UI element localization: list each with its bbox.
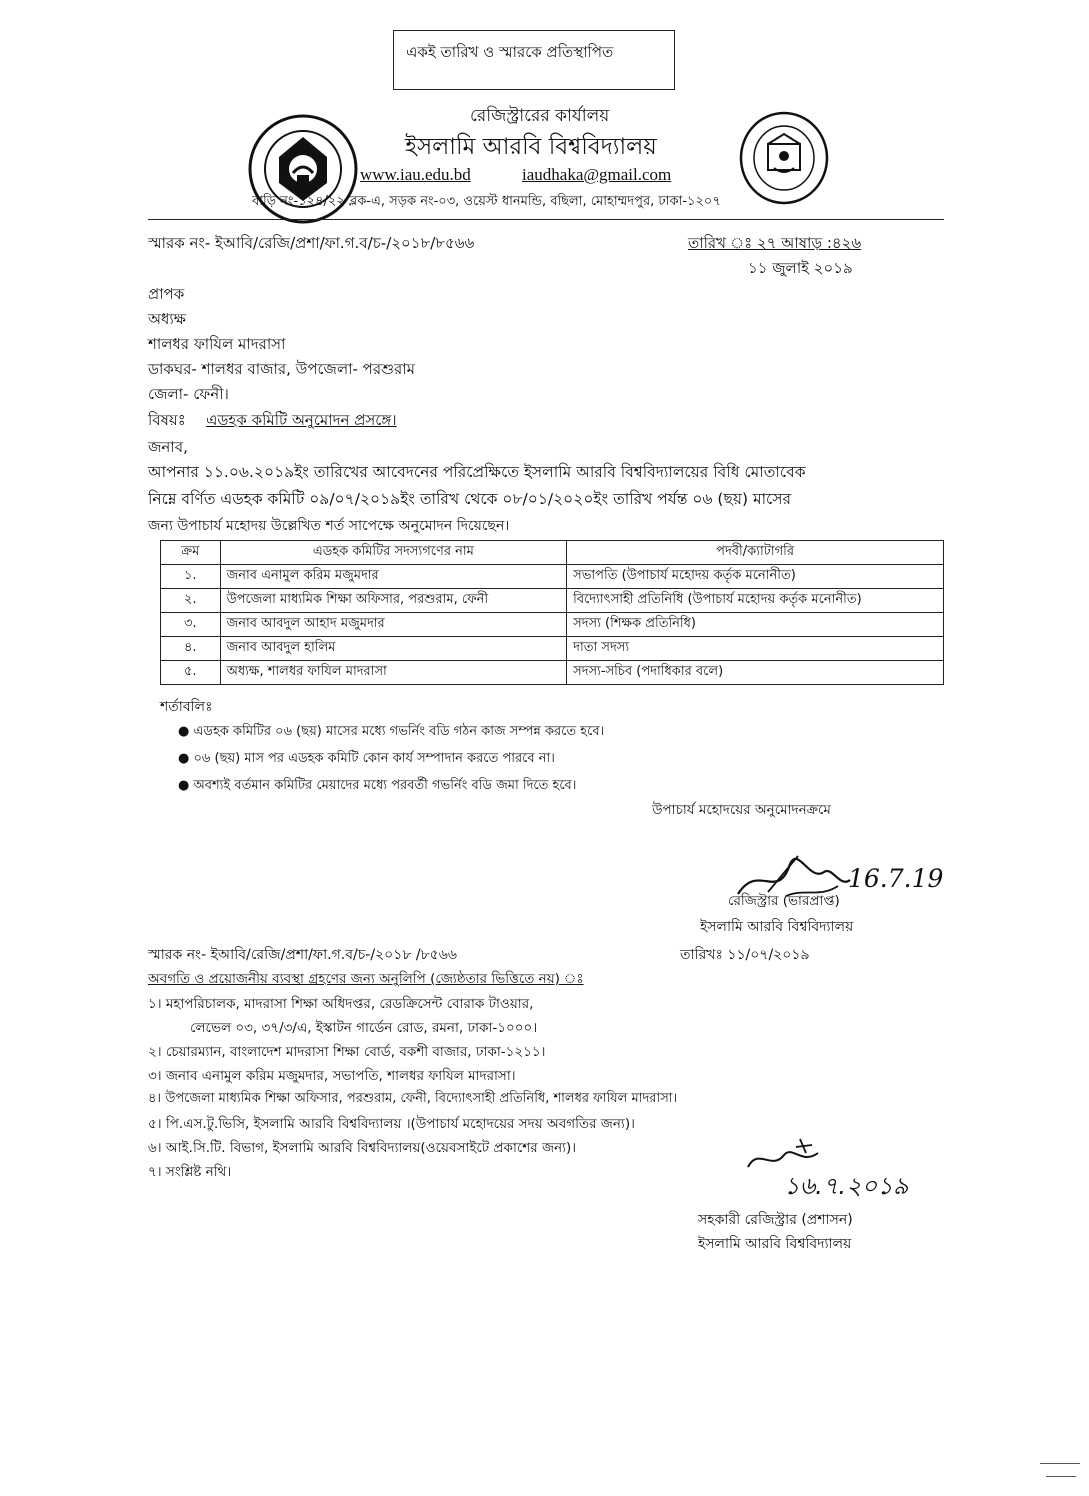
recipient-line: ডাকঘর- শালধর বাজার, উপজেলা- পরশুরাম bbox=[148, 360, 415, 378]
cell-serial: ১. bbox=[161, 565, 221, 589]
cell-position: সভাপতি (উপাচার্য মহোদয় কর্তৃক মনোনীত) bbox=[567, 565, 944, 589]
signature-date-handwritten: 16.7.19 bbox=[848, 864, 944, 893]
cell-serial: ৫. bbox=[161, 661, 221, 685]
cell-position: বিদ্যোৎসাহী প্রতিনিধি (উপাচার্য মহোদয় কর্তৃক মনোনীত) bbox=[567, 589, 944, 613]
condition-text: অবশ্যই বর্তমান কমিটির মেয়াদের মধ্যে পরবর্তী গভর্নিং বডি জমা দিতে হবে। bbox=[193, 778, 577, 793]
cell-serial: ৪. bbox=[161, 637, 221, 661]
registrar-org: ইসলামি আরবি বিশ্ববিদ্যালয় bbox=[700, 919, 854, 935]
cell-position: দাতা সদস্য bbox=[567, 637, 944, 661]
condition-item: ● এডহক কমিটির ০৬ (ছয়) মাসের মধ্যে গভর্নিং বডি গঠন কাজ সম্পন্ন করতে হবে। bbox=[178, 724, 605, 739]
table-header-row bbox=[161, 541, 944, 565]
replacement-notice-box bbox=[393, 30, 675, 90]
conditions-label: শর্তাবলিঃ bbox=[160, 699, 213, 715]
salutation: জনাব, bbox=[148, 438, 188, 456]
scan-mark bbox=[1046, 1476, 1076, 1477]
copy-recipient: ১। মহাপরিচালক, মাদরাসা শিক্ষা অধিদপ্তর, রেডক্রিসেন্ট বোরাক টাওয়ার, bbox=[148, 996, 534, 1012]
copy-recipient: ৪। উপজেলা মাধ্যমিক শিক্ষা অফিসার, পরশুরাম, ফেনী, বিদ্যোৎসাহী প্রতিনিধি, শালধর ফাযিল মাদরাসা। bbox=[148, 1091, 678, 1106]
signature2-date-handwritten: ১৬.৭.২০১৯ bbox=[784, 1172, 909, 1200]
recipient-line: অধ্যক্ষ bbox=[148, 310, 186, 328]
replacement-notice: একই তারিখ ও স্মারকে প্রতিস্থাপিত bbox=[406, 43, 614, 61]
copy-recipient: ২। চেয়ারম্যান, বাংলাদেশ মাদরাসা শিক্ষা বোর্ড, বকশী বাজার, ঢাকা-১২১১। bbox=[148, 1044, 546, 1060]
copy-recipient: ৬। আই.সি.টি. বিভাগ, ইসলামি আরবি বিশ্ববিদ্যালয়(ওয়েবসাইটে প্রকাশের জন্য)। bbox=[148, 1140, 577, 1156]
cell-name: জনাব এনামুল করিম মজুমদার bbox=[220, 565, 567, 589]
cell-name: অধ্যক্ষ, শালধর ফাযিল মাদরাসা bbox=[220, 661, 567, 685]
copy-recipient: ৫। পি.এস.টু.ভিসি, ইসলামি আরবি বিশ্ববিদ্যালয় ।(উপাচার্য মহোদয়ের সদয় অবগতির জন্য)। bbox=[148, 1116, 635, 1132]
copy-recipient: লেভেল ০৩, ৩৭/৩/এ, ইস্কাটন গার্ডেন রোড, রমনা, ঢাকা-১০০০। bbox=[190, 1020, 538, 1036]
cell-serial: ২. bbox=[161, 589, 221, 613]
condition-text: ০৬ (ছয়) মাস পর এডহক কমিটি কোন কার্য সম্পাদান করতে পারবে না। bbox=[193, 751, 555, 766]
scan-mark bbox=[1040, 1463, 1080, 1464]
body-line: জন্য উপাচার্য মহোদয় উল্লেখিত শর্ত সাপেক্ষে অনুমোদন দিয়েছেন। bbox=[148, 518, 510, 534]
memo-date-english: ১১ জুলাই ২০১৯ bbox=[748, 259, 853, 277]
copy-recipient: ৩। জনাব এনামুল করিম মজুমদার, সভাপতি, শালধর ফাযিল মাদরাসা। bbox=[148, 1068, 516, 1084]
condition-text: এডহক কমিটির ০৬ (ছয়) মাসের মধ্যে গভর্নিং বডি গঠন কাজ সম্পন্ন করতে হবে। bbox=[193, 724, 605, 739]
table-row bbox=[161, 565, 944, 589]
header-divider bbox=[148, 219, 944, 220]
recipient-line: শালধর ফাযিল মাদরাসা bbox=[148, 335, 286, 353]
recipient-label: প্রাপক bbox=[148, 285, 185, 303]
cell-name: জনাব আবদুল আহাদ মজুমদার bbox=[220, 613, 567, 637]
cell-position: সদস্য-সচিব (পদাধিকার বলে) bbox=[567, 661, 944, 685]
subject-label: বিষয়ঃ bbox=[148, 411, 186, 429]
table-row bbox=[161, 637, 944, 661]
copy-memo-heading: অবগতি ও প্রয়োজনীয় ব্যবস্থা গ্রহণের জন্য অনুলিপি (জ্যেষ্ঠতার ভিত্তিতে নয়) ঃ bbox=[148, 971, 584, 987]
condition-item: ● অবশ্যই বর্তমান কমিটির মেয়াদের মধ্যে পরবর্তী গভর্নিং বডি জমা দিতে হবে। bbox=[178, 778, 577, 793]
registrar-title: রেজিস্ট্রার (ভারপ্রাপ্ত) bbox=[728, 893, 840, 909]
cell-name: জনাব আবদুল হালিম bbox=[220, 637, 567, 661]
seal-logo bbox=[738, 110, 830, 206]
condition-item: ● ০৬ (ছয়) মাস পর এডহক কমিটি কোন কার্য সম্পাদান করতে পারবে না। bbox=[178, 751, 555, 766]
cell-position: সদস্য (শিক্ষক প্রতিনিধি) bbox=[567, 613, 944, 637]
university-name: ইসলামি আরবি বিশ্ববিদ্যালয় bbox=[405, 134, 657, 160]
website-link[interactable]: www.iau.edu.bd bbox=[360, 165, 471, 184]
body-line: নিম্নে বর্ণিত এডহক কমিটি ০৯/০৭/২০১৯ইং তারিখ থেকে ০৮/০১/২০২০ইং তারিখ পর্যন্ত ০৬ (ছয়) মাসের bbox=[148, 490, 792, 508]
memo-date-bangla: তারিখ ঃ ২৭ আষাড় :৪২৬ bbox=[688, 234, 862, 252]
column-header-serial: ক্রম bbox=[161, 541, 221, 565]
column-header-name: এডহক কমিটির সদস্যগণের নাম bbox=[220, 541, 567, 565]
subject-text: এডহক কমিটি অনুমোদন প্রসঙ্গে। bbox=[206, 411, 397, 429]
approval-note: উপাচার্য মহোদয়ের অনুমোদনক্রমে bbox=[652, 802, 831, 818]
copy-memo-date: তারিখঃ ১১/০৭/২০১৯ bbox=[680, 947, 810, 963]
table-row bbox=[161, 589, 944, 613]
committee-table bbox=[160, 540, 944, 685]
table-row bbox=[161, 613, 944, 637]
copy-memo-reference: স্মারক নং- ইআবি/রেজি/প্রশা/ফা.গ.ব/চ-/২০১৮ /৮৫৬৬ bbox=[148, 947, 457, 963]
office-address: বাড়ি নং-১২৪/২২ ব্লক-এ, সড়ক নং-০৩, ওয়েস্ট ধানমন্ডি, বছিলা, মোহাম্মদপুর, ঢাকা-১২০৭ bbox=[252, 194, 721, 209]
copy-recipient: ৭। সংশ্লিষ্ট নথি। bbox=[148, 1164, 232, 1180]
recipient-line: জেলা- ফেনী। bbox=[148, 385, 229, 403]
email-link[interactable]: iaudhaka@gmail.com bbox=[522, 165, 672, 184]
table-row bbox=[161, 661, 944, 685]
office-name: রেজিস্ট্রারের কার্যালয় bbox=[470, 106, 610, 126]
cell-serial: ৩. bbox=[161, 613, 221, 637]
column-header-position: পদবী/ক্যাটাগরি bbox=[567, 541, 944, 565]
body-line: আপনার ১১.০৬.২০১৯ইং তারিখের আবেদনের পরিপ্রেক্ষিতে ইসলামি আরবি বিশ্ববিদ্যালয়ের বিধি মোতাবেক bbox=[148, 463, 806, 481]
cell-name: উপজেলা মাধ্যমিক শিক্ষা অফিসার, পরশুরাম, ফেনী bbox=[220, 589, 567, 613]
memo-reference: স্মারক নং- ইআবি/রেজি/প্রশা/ফা.গ.ব/চ-/২০১৮/৮৫৬৬ bbox=[148, 234, 475, 252]
assistant-registrar-org: ইসলামি আরবি বিশ্ববিদ্যালয় bbox=[698, 1236, 852, 1252]
assistant-registrar-title: সহকারী রেজিস্ট্রার (প্রশাসন) bbox=[698, 1212, 853, 1228]
